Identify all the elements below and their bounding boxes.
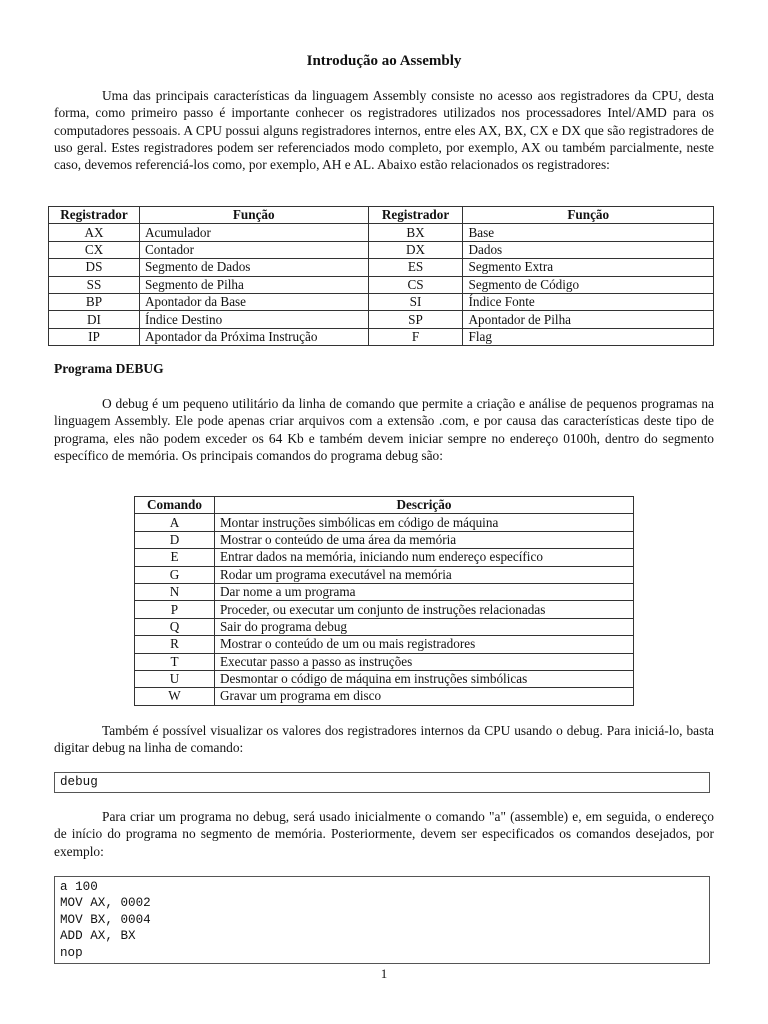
- code-line: ADD AX, BX: [60, 929, 136, 944]
- table-row: [135, 531, 634, 548]
- table-row: [135, 670, 634, 687]
- table-cell: Base: [463, 224, 714, 241]
- table-row: [135, 688, 634, 705]
- table-row: [49, 224, 714, 241]
- table-cell: U: [135, 670, 215, 687]
- registers-table: [48, 206, 714, 346]
- table-row: [135, 653, 634, 670]
- table-cell: Segmento Extra: [463, 259, 714, 276]
- code-line: MOV AX, 0002: [60, 896, 151, 911]
- code-line: debug: [60, 775, 98, 789]
- table-cell: DI: [49, 311, 140, 328]
- table-header-cell: Registrador: [368, 207, 463, 224]
- registers-table-header: [49, 207, 714, 224]
- table-cell: Gravar um programa em disco: [214, 688, 633, 705]
- table-cell: R: [135, 636, 215, 653]
- create-paragraph-text: Para criar um programa no debug, será usado inicialmente o comando "a" (assemble) e, em seguida, o endereço de início do programa no segmento de memória. Posteriormente, devem ser especificados os comandos desejados, por exemplo:: [54, 809, 714, 859]
- table-header-cell: Comando: [135, 497, 215, 514]
- table-row: [135, 601, 634, 618]
- create-paragraph: [54, 808, 714, 860]
- table-cell: Segmento de Código: [463, 276, 714, 293]
- table-cell: Sair do programa debug: [214, 618, 633, 635]
- commands-table: [134, 496, 634, 706]
- table-cell: BX: [368, 224, 463, 241]
- commands-table-body: [135, 514, 634, 705]
- table-cell: ES: [368, 259, 463, 276]
- table-cell: Mostrar o conteúdo de um ou mais registradores: [214, 636, 633, 653]
- debug-paragraph-text: O debug é um pequeno utilitário da linha de comando que permite a criação e análise de pequenos programas na linguagem Assembly. Ele pode apenas criar arquivos com a extensão .com, e por causa das características deste tipo de programa, eles não podem exceder os 64 Kb e também devem iniciar sempre no endereço 0100h, dentro do segmento específico de memória. Os principais comandos do programa debug são:: [54, 396, 714, 463]
- debug-heading: Programa DEBUG: [54, 361, 164, 376]
- table-row: [49, 276, 714, 293]
- table-cell: SP: [368, 311, 463, 328]
- table-row: [135, 583, 634, 600]
- table-cell: Dados: [463, 241, 714, 258]
- table-cell: D: [135, 531, 215, 548]
- table-cell: Proceder, ou executar um conjunto de instruções relacionadas: [214, 601, 633, 618]
- table-row: [49, 328, 714, 345]
- table-cell: Entrar dados na memória, iniciando num endereço específico: [214, 549, 633, 566]
- table-cell: Apontador de Pilha: [463, 311, 714, 328]
- intro-paragraph-text: Uma das principais características da linguagem Assembly consiste no acesso aos registradores da CPU, desta forma, como primeiro passo é importante conhecer os registradores utilizados nos processadores Intel/AMD para os computadores pessoais. A CPU possui alguns registradores internos, entre eles AX, BX, CX e DX que são registradores de uso geral. Estes registradores podem ser referenciados modo completo, por exemplo, AX ou também parcialmente, neste caso, devemos referenciá-los como, por exemplo, AH e AL. Abaixo estão relacionados os registradores:: [54, 88, 714, 173]
- table-cell: Índice Destino: [139, 311, 368, 328]
- table-row: [135, 514, 634, 531]
- registers-table-body: [49, 224, 714, 346]
- table-cell: Acumulador: [139, 224, 368, 241]
- table-cell: Executar passo a passo as instruções: [214, 653, 633, 670]
- table-row: [135, 566, 634, 583]
- table-cell: SS: [49, 276, 140, 293]
- table-cell: Rodar um programa executável na memória: [214, 566, 633, 583]
- table-row: [135, 636, 634, 653]
- table-cell: IP: [49, 328, 140, 345]
- code-line: MOV BX, 0004: [60, 912, 151, 927]
- table-row: [49, 259, 714, 276]
- table-cell: T: [135, 653, 215, 670]
- table-cell: W: [135, 688, 215, 705]
- table-row: [49, 241, 714, 258]
- table-cell: BP: [49, 293, 140, 310]
- table-cell: DS: [49, 259, 140, 276]
- visualize-paragraph-text: Também é possível visualizar os valores dos registradores internos da CPU usando o debug. Para iniciá-lo, basta digitar debug na linha de comando:: [54, 723, 714, 756]
- table-cell: SI: [368, 293, 463, 310]
- page-title: Introdução ao Assembly: [306, 53, 462, 69]
- table-cell: Q: [135, 618, 215, 635]
- table-cell: AX: [49, 224, 140, 241]
- commands-table-header: [135, 497, 634, 514]
- table-row: [49, 293, 714, 310]
- intro-paragraph: [54, 87, 714, 173]
- table-cell: Apontador da Próxima Instrução: [139, 328, 368, 345]
- visualize-paragraph: [54, 722, 714, 757]
- table-cell: Contador: [139, 241, 368, 258]
- code-block-program: [54, 876, 710, 964]
- table-cell: Desmontar o código de máquina em instruções simbólicas: [214, 670, 633, 687]
- code-line: a 100: [60, 880, 98, 894]
- table-header-cell: Função: [463, 207, 714, 224]
- table-cell: G: [135, 566, 215, 583]
- table-cell: Segmento de Pilha: [139, 276, 368, 293]
- table-cell: Índice Fonte: [463, 293, 714, 310]
- table-header-cell: Registrador: [49, 207, 140, 224]
- table-row: [135, 549, 634, 566]
- code-block-debug: [54, 772, 710, 793]
- table-row: [49, 311, 714, 328]
- table-cell: CX: [49, 241, 140, 258]
- table-header-cell: Função: [139, 207, 368, 224]
- table-cell: CS: [368, 276, 463, 293]
- table-cell: DX: [368, 241, 463, 258]
- table-cell: Dar nome a um programa: [214, 583, 633, 600]
- table-header-cell: Descrição: [214, 497, 633, 514]
- table-cell: Montar instruções simbólicas em código de máquina: [214, 514, 633, 531]
- table-cell: Apontador da Base: [139, 293, 368, 310]
- table-cell: E: [135, 549, 215, 566]
- table-cell: Segmento de Dados: [139, 259, 368, 276]
- table-cell: N: [135, 583, 215, 600]
- code-line: nop: [60, 945, 83, 960]
- table-cell: F: [368, 328, 463, 345]
- table-cell: P: [135, 601, 215, 618]
- table-cell: A: [135, 514, 215, 531]
- table-row: [135, 618, 634, 635]
- table-cell: Flag: [463, 328, 714, 345]
- table-cell: Mostrar o conteúdo de uma área da memória: [214, 531, 633, 548]
- page-number: 1: [380, 966, 388, 981]
- debug-paragraph: [54, 395, 714, 464]
